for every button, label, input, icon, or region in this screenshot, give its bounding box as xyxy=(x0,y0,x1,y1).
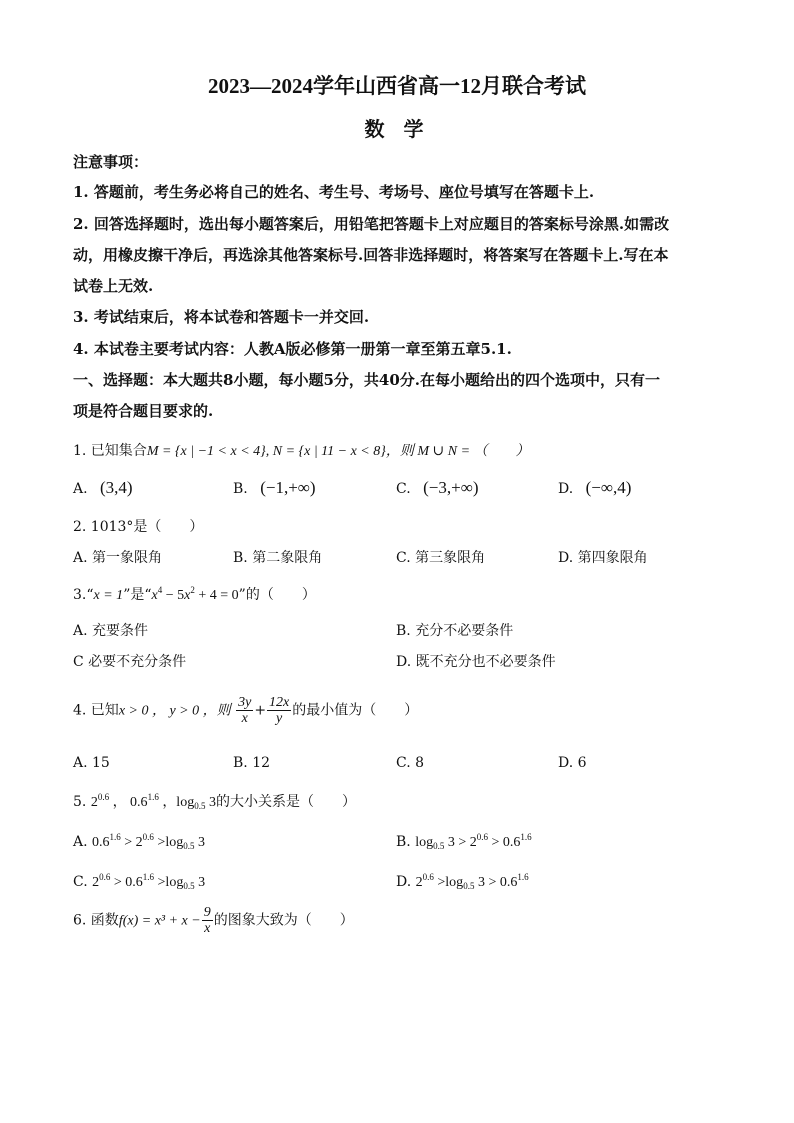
subject-title: 数 学 xyxy=(364,117,430,141)
option-label: A. xyxy=(73,481,88,497)
question-1-option-c[interactable] xyxy=(396,478,479,498)
question-5-stem xyxy=(73,791,356,811)
question-4-stem xyxy=(73,695,418,726)
question-3-mid: ”是“ xyxy=(123,587,152,603)
option-label: B. xyxy=(396,834,411,850)
question-3-option-b[interactable]: B. 充分不必要条件 xyxy=(396,623,514,639)
question-2-option-c[interactable]: C. 第三象限角 xyxy=(396,550,486,566)
exam-title: 2023—2024学年山西省高一12月联合考试 xyxy=(208,74,586,98)
question-4-suffix: 的最小值为（ ） xyxy=(292,702,419,719)
question-2-stem: 2. 1013°是（ ） xyxy=(73,519,204,535)
question-3-option-a[interactable]: A. 充要条件 xyxy=(73,623,149,639)
question-1-stem xyxy=(73,440,530,460)
question-4-option-a[interactable]: A. 15 xyxy=(73,755,110,771)
question-5-expressions: $2^{0.6}$ ， $0.6^{1.6}$ ，$\log_{0.5} 3$ xyxy=(90,792,216,811)
question-1-option-b[interactable] xyxy=(233,478,316,498)
cond2-x: x xyxy=(151,588,158,603)
option-label: D. xyxy=(558,481,574,497)
fraction-9-over-x xyxy=(202,905,213,936)
question-2-option-b[interactable]: B. 第二象限角 xyxy=(233,550,323,566)
fraction-numerator: 3y xyxy=(238,695,252,710)
question-4-option-c[interactable]: C. 8 xyxy=(396,755,425,771)
question-6-suffix: 的图象大致为（ ） xyxy=(213,912,354,929)
question-5-option-c[interactable] xyxy=(73,872,205,891)
note-item-3: 3. 考试结束后，将本试卷和答题卡一并交回. xyxy=(73,308,370,326)
question-6-stem xyxy=(73,905,354,936)
question-1-option-a[interactable] xyxy=(73,478,133,498)
question-3-option-c[interactable]: C 必要不充分条件 xyxy=(73,654,187,670)
question-5-option-d[interactable] xyxy=(396,872,529,891)
question-4-option-b[interactable]: B. 12 xyxy=(233,755,271,771)
question-4-prefix: 4. 已知 xyxy=(73,702,119,719)
question-2-option-d[interactable]: D. 第四象限角 xyxy=(558,550,648,566)
fraction-denominator: x xyxy=(204,921,211,936)
question-1-prefix: 1. 已知集合 xyxy=(73,443,147,459)
question-3-condition-2: $x^4 - 5x^2 + 4 = 0$ xyxy=(151,585,239,603)
section-1-heading-line-2: 项是符合题目要求的. xyxy=(73,402,214,420)
notes-heading: 注意事项： xyxy=(73,153,149,171)
note-item-4: 4. 本试卷主要考试内容：人教A版必修第一册第一章至第五章5.1. xyxy=(73,340,512,358)
note-item-2-line-3: 试卷上无效. xyxy=(73,277,154,295)
note-item-2-line-1: 2. 回答选择题时，选出每小题答案后，用铅笔把答题卡上对应题目的答案标号涂黑.如需改 xyxy=(73,215,670,233)
note-item-2-line-2: 动，用橡皮擦干净后，再选涂其他答案标号.回答非选择题时，将答案写在答题卡上.写在本 xyxy=(73,246,669,264)
question-5-suffix: 的大小关系是（ ） xyxy=(215,794,356,810)
plus-sign: + xyxy=(254,702,267,719)
option-value: $0.6^{1.6} > 2^{0.6} >\log_{0.5}$ 3 xyxy=(92,832,205,851)
option-label: A. xyxy=(73,834,88,850)
question-1-suffix: ，则 M ∪ N = （ ） xyxy=(385,444,530,459)
option-label: D. xyxy=(396,874,412,890)
fraction-numerator: 12x xyxy=(269,695,290,710)
question-3-prefix: 3.“ xyxy=(73,587,94,603)
option-value: $\log_{0.5} 3 > 2^{0.6} > 0.6^{1.6}$ xyxy=(415,832,532,851)
question-5-option-a[interactable] xyxy=(73,832,205,851)
question-5-prefix: 5. xyxy=(73,794,87,810)
question-3-suffix: ”的（ ） xyxy=(238,587,316,603)
fraction-12x-over-y xyxy=(267,695,291,726)
option-label: C. xyxy=(73,874,88,890)
question-3-condition-1: x = 1 xyxy=(93,588,124,603)
fraction-denominator: x xyxy=(241,711,248,726)
option-label: B. xyxy=(233,481,248,497)
cond2-tail: + 4 = 0 xyxy=(194,588,239,603)
note-item-1: 1. 答题前，考生务必将自己的姓名、考生号、考场号、座位号填写在答题卡上. xyxy=(73,183,595,201)
option-value: (−3,+∞) xyxy=(423,478,479,497)
option-label: C. xyxy=(396,481,411,497)
question-5-option-b[interactable] xyxy=(396,832,532,851)
option-value: (3,4) xyxy=(100,478,133,497)
question-2-option-a[interactable]: A. 第一象限角 xyxy=(73,550,163,566)
question-3-stem xyxy=(73,584,316,604)
fraction-3y-over-x xyxy=(236,695,253,726)
question-4-condition: x > 0 ， y > 0 ，则 xyxy=(118,703,231,719)
option-value: (−∞,4) xyxy=(585,478,632,497)
question-1-option-d[interactable] xyxy=(558,478,631,498)
fraction-numerator: 9 xyxy=(203,905,211,920)
section-1-heading-line-1: 一、选择题：本大题共8小题，每小题5分，共40分.在每小题给出的四个选项中，只有一 xyxy=(73,371,660,389)
fraction-denominator: y xyxy=(276,711,283,726)
question-4-option-d[interactable]: D. 6 xyxy=(558,755,587,771)
question-1-sets: M = {x | −1 < x < 4}, N = {x | 11 − x < 8} xyxy=(146,444,386,459)
option-value: $2^{0.6} >\log_{0.5}$ $3 > 0.6^{1.6}$ xyxy=(415,872,529,891)
question-3-option-d[interactable]: D. 既不充分也不必要条件 xyxy=(396,654,556,670)
question-6-function: f(x) = x³ + x − xyxy=(118,913,201,929)
option-value: $2^{0.6} > 0.6^{1.6} >\log_{0.5}$ 3 xyxy=(92,872,206,891)
option-value: (−1,+∞) xyxy=(260,478,316,497)
question-6-prefix: 6. 函数 xyxy=(73,912,119,929)
